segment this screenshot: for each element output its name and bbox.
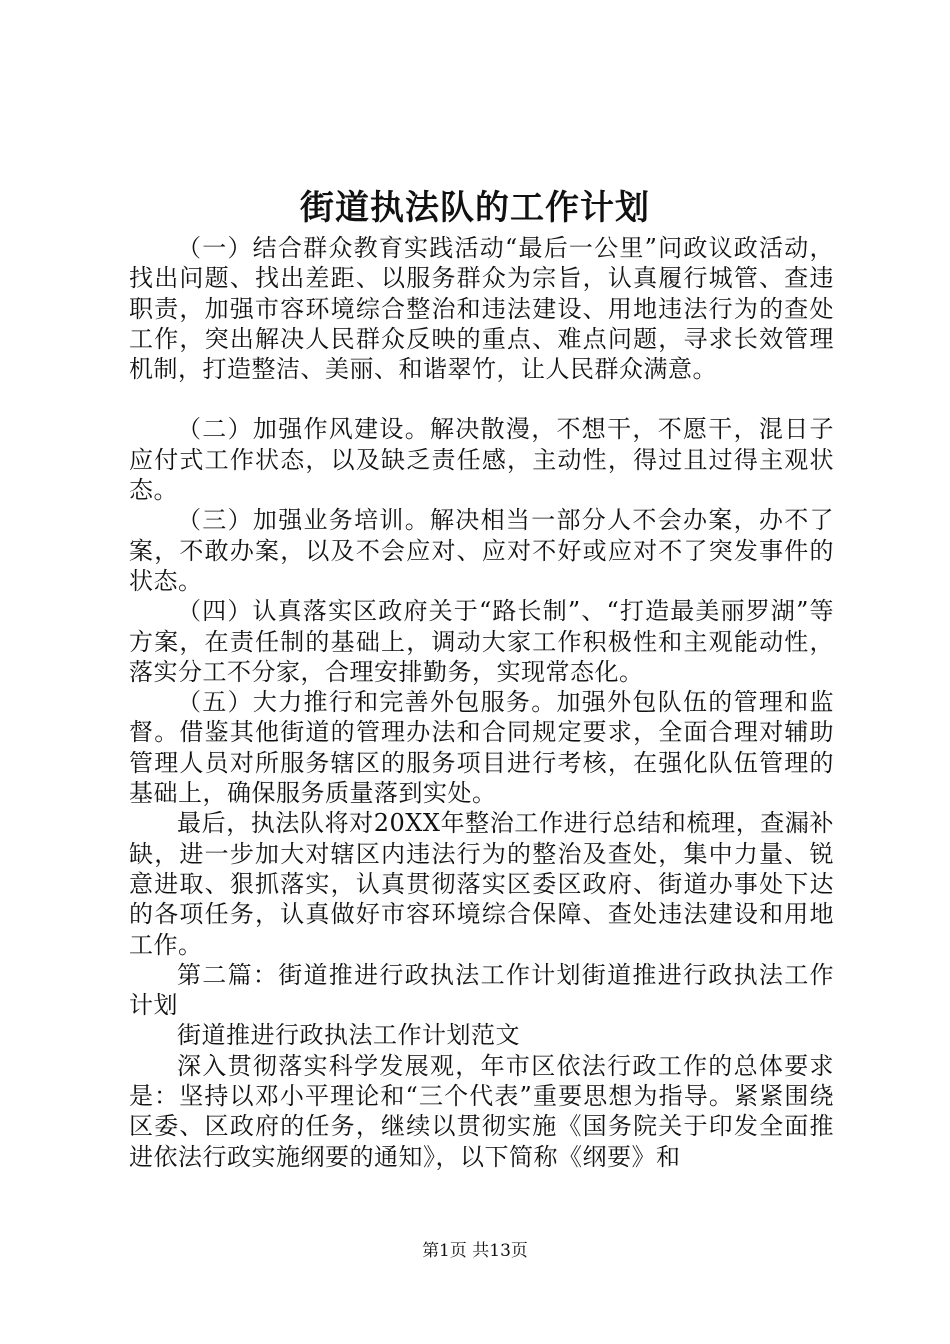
subheading-template-title: 街道推进行政执法工作计划范文 — [177, 1021, 520, 1050]
paragraph-2: （二）加强作风建设。解决散漫，不想干，不愿干，混日子应付式工作状态，以及缺乏责任感，主动性，得过且过得主观状态。 — [129, 415, 834, 505]
paragraph-7: 深入贯彻落实科学发展观，年市区依法行政工作的总体要求是：坚持以邓小平理论和“三个代表”重要思想为指导。紧紧围绕区委、区政府的任务，继续以贯彻实施《国务院关于印发全面推进依法行政实施纲要的通知》，以下简称《纲要》和 — [129, 1051, 834, 1171]
paragraph-spacer — [129, 384, 834, 414]
paragraph-6: 最后，执法队将对20XX年整治工作进行总结和梳理，查漏补缺，进一步加大对辖区内违法行为的整治及查处，集中力量、锐意进取、狠抓落实，认真贯彻落实区委区政府、街道办事处下达的各项任务，认真做好市容环境综合保障、查处违法建设和用地工作。 — [129, 809, 834, 959]
paragraph-3: （三）加强业务培训。解决相当一部分人不会办案，办不了案，不敢办案，以及不会应对、应对不好或应对不了突发事件的状态。 — [129, 506, 834, 595]
page-number-footer: 第1页 共13页 — [422, 1241, 528, 1261]
paragraph-4: （四）认真落实区政府关于“路长制”、“打造最美丽罗湖”等方案，在责任制的基础上，调动大家工作积极性和主观能动性，落实分工不分家，合理安排勤务，实现常态化。 — [129, 597, 834, 686]
paragraph-1: （一）结合群众教育实践活动“最后一公里”问政议政活动，找出问题、找出差距、以服务群众为宗旨，认真履行城管、查违职责，加强市容环境综合整治和违法建设、用地违法行为的查处工作，突出解决人民群众反映的重点、难点问题，寻求长效管理机制，打造整洁、美丽、和谐翠竹，让人民群众满意。 — [129, 234, 834, 384]
section-heading-part-two: 第二篇：街道推进行政执法工作计划街道推进行政执法工作计划 — [129, 960, 834, 1020]
document-title: 街道执法队的工作计划 — [300, 188, 650, 228]
document-body — [129, 233, 834, 1172]
paragraph-5: （五）大力推行和完善外包服务。加强外包队伍的管理和监督。借鉴其他街道的管理办法和合同规定要求，全面合理对辅助管理人员对所服务辖区的服务项目进行考核，在强化队伍管理的基础上，确保服务质量落到实处。 — [129, 688, 834, 808]
